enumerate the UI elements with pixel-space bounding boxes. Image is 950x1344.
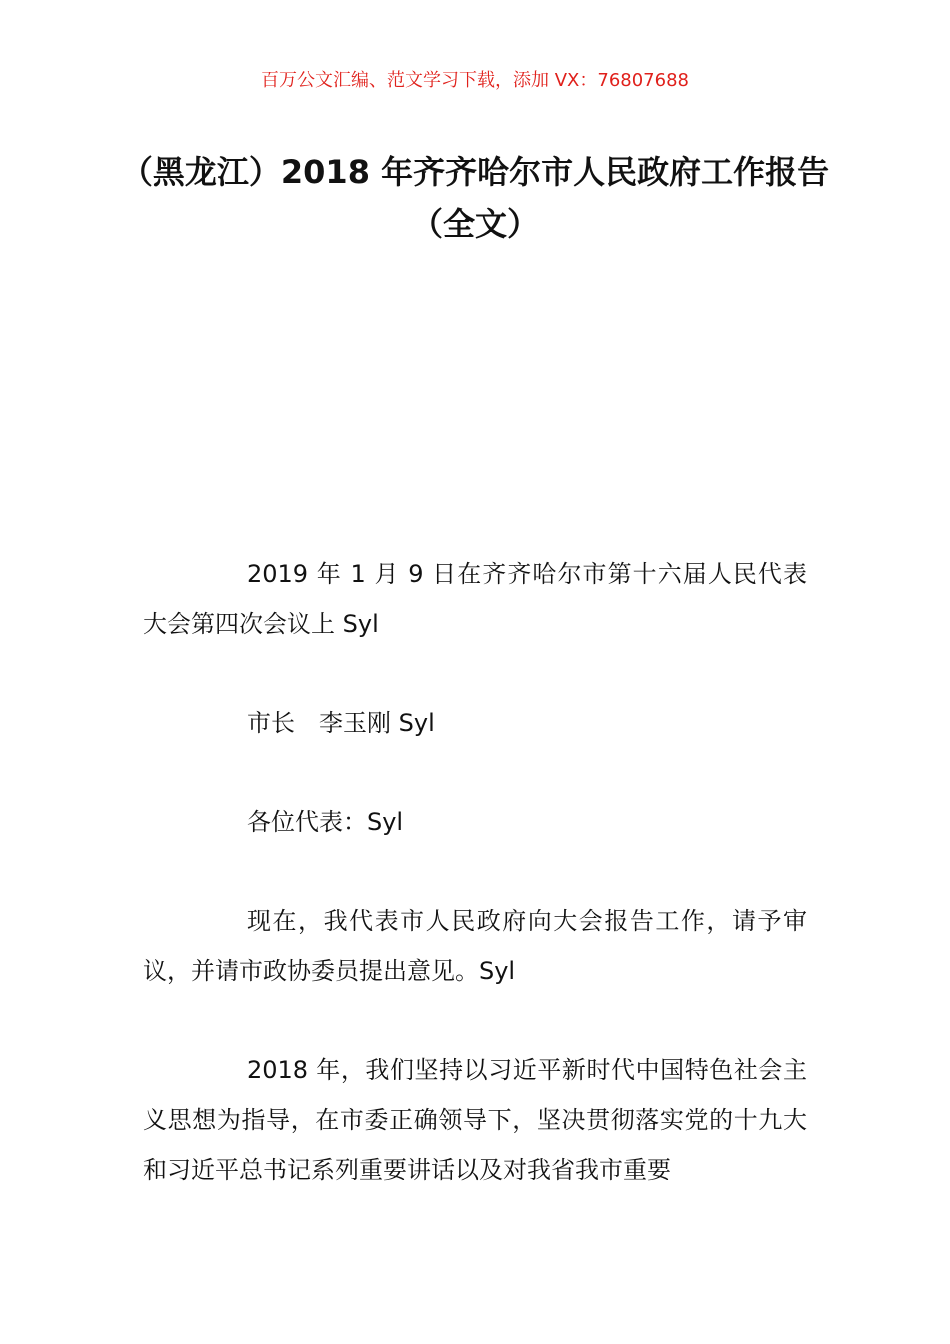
paragraph-2018-review: 2018 年，我们坚持以习近平新时代中国特色社会主义思想为指导，在市委正确领导下，坚决贯彻落实党的十九大和习近平总书记系列重要讲话以及对我省我市重要 xyxy=(143,1056,807,1184)
document-title: （黑龙江）2018 年齐齐哈尔市人民政府工作报告（全文） xyxy=(120,153,830,243)
paragraph-meeting-date: 2019 年 1 月 9 日在齐齐哈尔市第十六届人民代表大会第四次会议上 Syl xyxy=(143,560,807,638)
paragraph-opening: 现在，我代表市人民政府向大会报告工作，请予审议，并请市政协委员提出意见。Syl xyxy=(143,907,807,985)
header-watermark-note: 百万公文汇编、范文学习下载，添加 VX：76807688 xyxy=(261,70,689,91)
paragraph-speaker: 市长 李玉刚 Syl xyxy=(247,709,435,737)
paragraph-salutation: 各位代表：Syl xyxy=(247,808,404,836)
